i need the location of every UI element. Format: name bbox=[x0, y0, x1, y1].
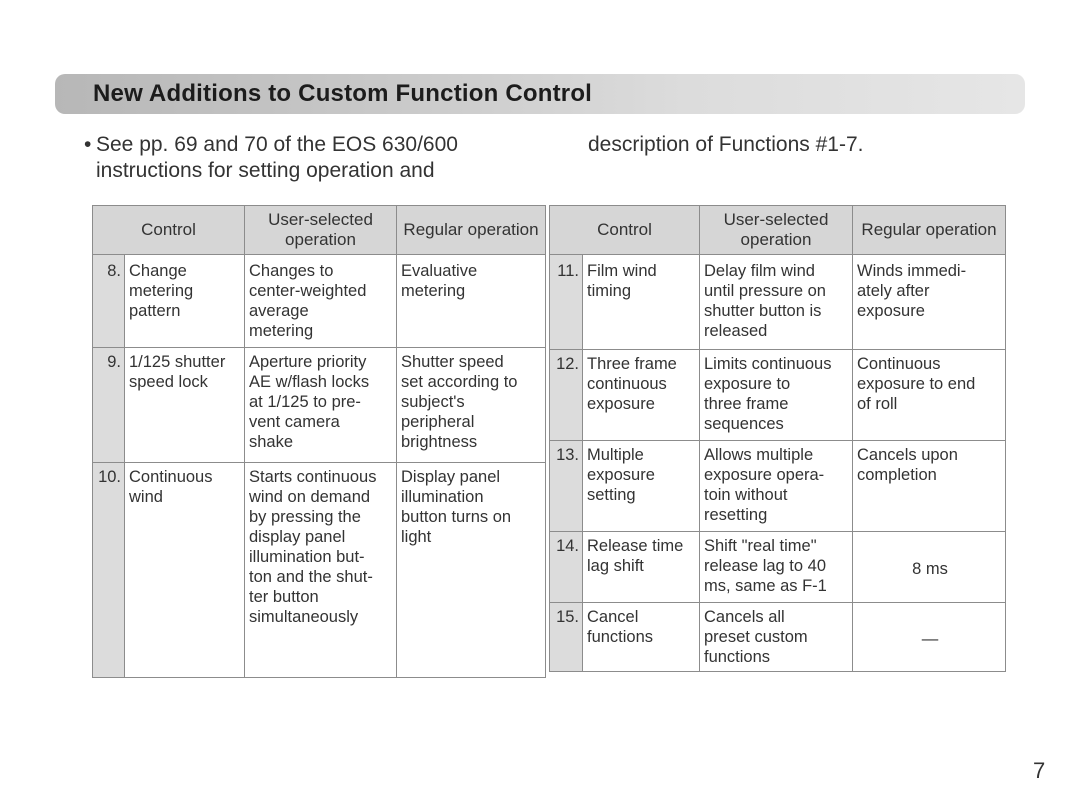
table-row bbox=[550, 532, 1006, 603]
user-selected-cell: Starts continuous wind on demand by pressing the display panel illumination but- ton and the shut- ter button simultaneously bbox=[245, 463, 397, 678]
function-number: 14. bbox=[550, 532, 583, 603]
function-number: 13. bbox=[550, 441, 583, 532]
intro-left-column bbox=[84, 132, 566, 184]
function-number: 9. bbox=[93, 348, 125, 463]
control-cell: Three frame continuous exposure bbox=[583, 350, 700, 441]
regular-cell: Shutter speed set according to subject's peripheral brightness bbox=[397, 348, 546, 463]
user-selected-cell: Allows multiple exposure opera- toin without resetting bbox=[700, 441, 853, 532]
intro-text-right: description of Functions #1-7. bbox=[588, 133, 864, 156]
page-number: 7 bbox=[1033, 758, 1046, 783]
header-control: Control bbox=[93, 206, 245, 255]
table-row bbox=[93, 255, 546, 348]
user-selected-cell: Aperture priority AE w/flash locks at 1/125 to pre- vent camera shake bbox=[245, 348, 397, 463]
regular-cell: Evaluative metering bbox=[397, 255, 546, 348]
function-number: 10. bbox=[93, 463, 125, 678]
regular-cell: — bbox=[853, 603, 1006, 672]
table-row bbox=[550, 350, 1006, 441]
intro-text-left: See pp. 69 and 70 of the EOS 630/600 instructions for setting operation and bbox=[96, 133, 458, 182]
function-number: 8. bbox=[93, 255, 125, 348]
regular-cell: Display panel illumination button turns on light bbox=[397, 463, 546, 678]
table-row bbox=[93, 348, 546, 463]
user-selected-cell: Limits continuous exposure to three frame sequences bbox=[700, 350, 853, 441]
bullet-icon: • bbox=[84, 133, 92, 156]
function-number: 15. bbox=[550, 603, 583, 672]
control-cell: Continuous wind bbox=[125, 463, 245, 678]
control-cell: Multiple exposure setting bbox=[583, 441, 700, 532]
section-banner bbox=[55, 74, 1025, 114]
regular-cell: Winds immedi- ately after exposure bbox=[853, 255, 1006, 350]
header-regular: Regular operation bbox=[397, 206, 546, 255]
header-user-selected: User-selected operation bbox=[245, 206, 397, 255]
control-cell: 1/125 shutter speed lock bbox=[125, 348, 245, 463]
intro-right-column bbox=[588, 132, 1008, 158]
header-user-selected: User-selected operation bbox=[700, 206, 853, 255]
functions-table-right bbox=[549, 205, 1006, 672]
table-header-row bbox=[550, 206, 1006, 255]
function-number: 11. bbox=[550, 255, 583, 350]
control-cell: Change metering pattern bbox=[125, 255, 245, 348]
control-cell: Film wind timing bbox=[583, 255, 700, 350]
table-row bbox=[550, 255, 1006, 350]
control-cell: Cancel functions bbox=[583, 603, 700, 672]
table-row bbox=[93, 463, 546, 678]
table-header-row bbox=[93, 206, 546, 255]
user-selected-cell: Delay film wind until pressure on shutter button is released bbox=[700, 255, 853, 350]
regular-cell: Cancels upon completion bbox=[853, 441, 1006, 532]
header-regular: Regular operation bbox=[853, 206, 1006, 255]
regular-cell: Continuous exposure to end of roll bbox=[853, 350, 1006, 441]
table-row bbox=[550, 441, 1006, 532]
table-row bbox=[550, 603, 1006, 672]
regular-cell: 8 ms bbox=[853, 532, 1006, 603]
header-control: Control bbox=[550, 206, 700, 255]
user-selected-cell: Changes to center-weighted average metering bbox=[245, 255, 397, 348]
control-cell: Release time lag shift bbox=[583, 532, 700, 603]
function-number: 12. bbox=[550, 350, 583, 441]
user-selected-cell: Shift "real time" release lag to 40 ms, same as F-1 bbox=[700, 532, 853, 603]
user-selected-cell: Cancels all preset custom functions bbox=[700, 603, 853, 672]
section-title: New Additions to Custom Function Control bbox=[93, 80, 593, 107]
functions-table-left bbox=[92, 205, 546, 678]
